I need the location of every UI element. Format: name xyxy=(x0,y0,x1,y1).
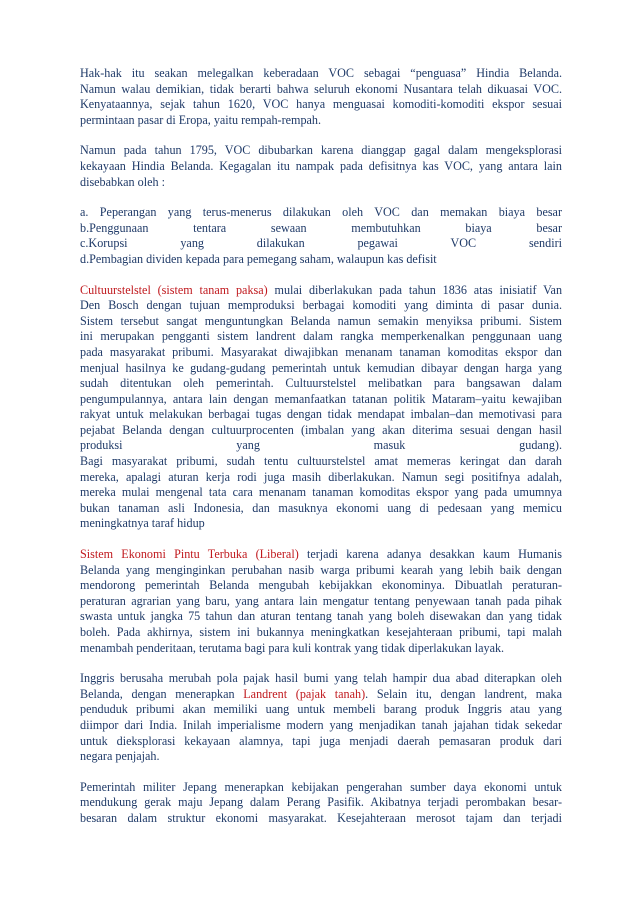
text-line: Bagi masyarakat pribumi, sudah tentu cultuurstelstel amat memeras keringat dan darah xyxy=(80,454,562,469)
text-line: produksi yang masuk gudang). xyxy=(80,438,562,453)
text-line: kekayaan Hindia Belanda. Kegagalan itu nampak pada defisitnya kas VOC, yang antara lain xyxy=(80,158,562,173)
text-line: rakyat untuk melakukan berbagai tugas dengan tidak mendapat imbalan–dan memotivasi para xyxy=(80,407,562,422)
text-line: mendukung gerak maju Jepang dalam Perang Pasifik. Akibatnya terjadi perombakan besar- xyxy=(80,795,562,810)
text-line: diimpor dari India. Inilah imperialisme modern yang menjadikan tanah jajahan tidak sekedar xyxy=(80,717,562,732)
text-line: bukan tanaman asli Indonesia, dan masuknya ekonomi uang di pedesaan yang memicu xyxy=(80,500,562,515)
paragraph-voc-dissolution xyxy=(80,143,562,190)
text-line: mereka mulai mengenal tata cara menanam tanaman komoditas ekspor yang pada umumnya xyxy=(80,485,562,500)
paragraph-landrent xyxy=(80,671,562,765)
paragraph-japanese-occupation xyxy=(80,780,562,827)
document-body xyxy=(80,66,562,842)
text-line: Namun walau demikian, tidak berarti bahwa seluruh ekonomi Nusantara telah dikuasai VOC. xyxy=(80,81,562,96)
paragraph-liberal-economy xyxy=(80,547,562,656)
text-line: Inggris berusaha merubah pola pajak hasil bumi yang telah hampir dua abad diterapkan oleh xyxy=(80,671,562,686)
text-line: permintaan pasar di Eropa, yaitu rempah-rempah. xyxy=(80,112,322,127)
text-line: Cultuurstelstel (sistem tanam paksa) mulai diberlakukan pada tahun 1836 atas inisiatif Van xyxy=(80,282,563,297)
text-line: meningkatnya taraf hidup xyxy=(80,516,205,531)
list-item: c.Korupsi yang dilakukan pegawai VOC sendiri xyxy=(80,236,562,251)
list-item: b.Penggunaan tentara sewaan membutuhkan biaya besar xyxy=(80,220,562,235)
text-line: Sistem Ekonomi Pintu Terbuka (Liberal) terjadi karena adanya desakkan kaum Humanis xyxy=(80,547,562,562)
text-line: peraturan agrarian yang baru, yang antara lain mengatur tentang penyewaan tanah pada pihak xyxy=(80,593,562,608)
text-line: mendorong pemerintah Belanda mengubah kebijakkan ekonominya. Dibuatlah peraturan- xyxy=(80,578,562,593)
text-line: pengumpulannya, antara lain dengan memanfaatkan tatanan politik Mataram–yaitu kewajiban xyxy=(80,391,562,406)
list-item: d.Pembagian dividen kepada para pemegang saham, walaupun kas defisit xyxy=(80,251,437,266)
text-line: Belanda, dengan menerapkan Landrent (pajak tanah). Selain itu, dengan landrent, maka xyxy=(80,686,562,701)
text-line: pada masyarakat pribumi. Masyarakat diwajibkan menanam tanaman komoditas ekspor dan xyxy=(80,344,562,359)
text-line: swasta untuk jangka 75 tahun dan aturan tentang tanah yang boleh disewakan dan yang tidak xyxy=(80,609,562,624)
highlighted-term: Cultuurstelstel (sistem tanam paksa) xyxy=(80,282,268,297)
text-line: boleh. Pada akhirnya, sistem ini bukannya meningkatkan kesejahteraan pribumi, tapi malah xyxy=(80,625,562,639)
text-line: pejabat Belanda dengan cultuurprocenten (imbalan yang akan diterima sesuai dengan hasil xyxy=(80,422,562,437)
highlighted-term: Sistem Ekonomi Pintu Terbuka (Liberal) xyxy=(80,547,299,562)
list-item: a. Peperangan yang terus-menerus dilakukan oleh VOC dan memakan biaya besar xyxy=(80,205,562,220)
highlighted-term: Landrent (pajak tanah) xyxy=(243,686,366,701)
text-line: besaran dalam struktur ekonomi masyarakat. Kesejahteraan merosot tajam dan terjadi xyxy=(80,810,562,825)
text-line: Pemerintah militer Jepang menerapkan kebijakan pengerahan sumber daya ekonomi untuk xyxy=(80,779,562,794)
text-line: mereka, apalagi aturan kerja rodi juga masih diberlakukan. Namun segi positifnya adalah, xyxy=(80,469,562,484)
text-line: menambah penderitaan, terutama bagi para kuli kontrak yang tidak diperlakukan layak. xyxy=(80,640,505,655)
text-line: sudah ditentukan oleh pemerintah. Cultuurstelstel melibatkan para bangsawan dalam xyxy=(80,376,562,391)
paragraph-cultuurstelsel xyxy=(80,283,562,533)
text-line: negara penjajah. xyxy=(80,749,160,764)
text-line: menjual hasilnya ke gudang-gudang pemerintah untuk kemudian dibayar dengan harga yang xyxy=(80,360,562,375)
text-line: penduduk pribumi akan memiliki uang untuk membeli barang produk Inggris atau yang xyxy=(80,702,562,717)
text-line: ini merupakan pengganti sistem landrent dalam rangka memperkenalkan penggunaan uang xyxy=(80,329,562,344)
text-line: Den Bosch dengan tujuan memproduksi berbagai komoditi yang diminta di pasar dunia. xyxy=(80,298,562,313)
paragraph-voc-rights xyxy=(80,66,562,128)
text-line: untuk dieksplorasi kekayaan alamnya, tapi juga menjadi daerah pemasaran produk dari xyxy=(80,733,562,748)
list-deficit-causes xyxy=(80,205,562,267)
text-line: Sistem tersebut sangat menguntungkan Belanda namun semakin menyiksa pribumi. Sistem xyxy=(80,313,562,328)
text-line: Belanda yang menginginkan perubahan nasib warga pribumi kearah yang lebih baik dengan xyxy=(80,562,562,577)
text-line: Namun pada tahun 1795, VOC dibubarkan karena dianggap gagal dalam mengeksplorasi xyxy=(80,143,562,158)
text-line: Hak-hak itu seakan melegalkan keberadaan VOC sebagai “penguasa” Hindia Belanda. xyxy=(80,66,562,80)
text-line: Kenyataannya, sejak tahun 1620, VOC hanya menguasai komoditi-komoditi ekspor sesuai xyxy=(80,97,562,112)
text-line: disebabkan oleh : xyxy=(80,174,165,189)
